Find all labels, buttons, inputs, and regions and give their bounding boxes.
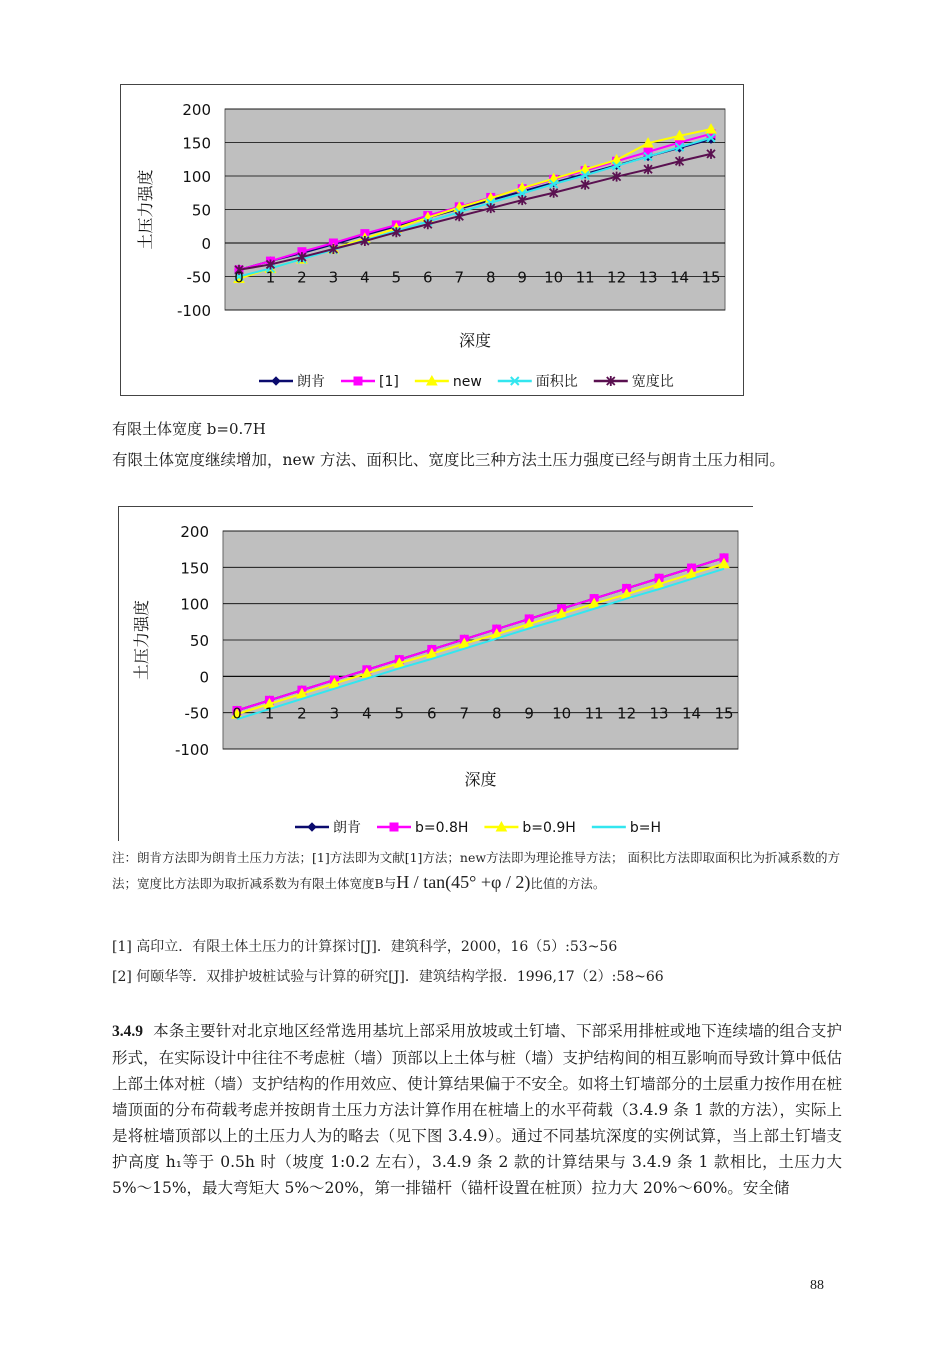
x-tick-label: 2 xyxy=(297,704,307,723)
chart-2 xyxy=(118,506,753,841)
paragraph-result: 有限土体宽度继续增加，new 方法、面积比、宽度比三种方法土压力强度已经与朗肯土压力相同。 xyxy=(112,451,785,469)
x-tick-label: 14 xyxy=(681,704,702,723)
legend-label-1: b=0.8H xyxy=(415,820,469,836)
y-axis-label: 土压力强度 xyxy=(132,599,151,681)
section-body xyxy=(112,1018,842,1201)
x-tick-label: 15 xyxy=(714,704,734,723)
y-tick-label: 150 xyxy=(180,559,209,578)
legend-label-2: new xyxy=(452,374,482,390)
x-tick-label: 11 xyxy=(584,704,604,723)
y-tick-label: -50 xyxy=(184,704,209,723)
note-text-2: 比值的方法。 xyxy=(530,876,606,891)
x-tick-label: 3 xyxy=(328,268,339,287)
legend-label-1: [1] xyxy=(379,374,399,390)
legend-label-0: 朗肯 xyxy=(333,820,361,836)
y-tick-label: 200 xyxy=(180,523,209,541)
legend-marker xyxy=(308,823,316,831)
legend-label-2: b=0.9H xyxy=(522,820,576,836)
x-tick-label: 12 xyxy=(617,704,637,723)
x-tick-label: 1 xyxy=(264,704,275,723)
y-tick-label: 50 xyxy=(189,632,209,650)
method-note xyxy=(112,846,842,896)
x-tick-label: 4 xyxy=(362,704,372,723)
y-tick-label: 200 xyxy=(182,101,211,119)
reference-2: [2] 何颐华等．双排护坡桩试验与计算的研究[J]．建筑结构学报．1996,17（2）:58~66 xyxy=(112,969,664,985)
chart-1-svg xyxy=(121,85,743,395)
x-tick-label: 10 xyxy=(552,704,572,723)
x-tick-label: 6 xyxy=(423,268,433,287)
x-tick-label: 15 xyxy=(701,268,721,287)
x-tick-label: 4 xyxy=(360,268,370,287)
y-tick-label: -50 xyxy=(186,268,211,287)
reference-1: [1] 高印立．有限土体土压力的计算探讨[J]．建筑科学，2000，16（5）:53~56 xyxy=(112,939,618,955)
y-tick-label: 100 xyxy=(180,595,209,614)
legend-marker xyxy=(272,377,280,385)
section-text: 本条主要针对北京地区经常选用基坑上部采用放坡或土钉墙、下部采用排桩或地下连续墙的组合支护形式，在实际设计中往往不考虑桩（墙）顶部以上土体与桩（墙）支护结构间的相互影响而导致计算中低估上部土体对桩（墙）支护结构的作用效应、使计算结果偏于不安全。如将土钉墙部分的土层重力按作用在桩墙顶面的分布荷载考虑并按朗肯土压力方法计算作用在桩墙上的水平荷载（3.4.9 条 1 款的方法），实际上是将桩墙顶部以上的土压力人为的略去（见下图 3.4.9）。通过不同基坑深度的实例试算，当上部土钉墙支护高度 h₁等于 0.5h 时（坡度 1:0.2 左右），3.4.9 条 2 款的计算结果与 3.4.9 条 1 款相比，土压力大 5%～15%，最大弯矩大 5%～20%，第一排锚杆（锚杆设置在桩顶）拉力大 20%～60%。安全储 xyxy=(112,1022,842,1197)
page-number: 88 xyxy=(810,1278,824,1293)
x-axis-label: 深度 xyxy=(458,331,492,350)
legend-label-3: 面积比 xyxy=(535,374,578,390)
x-tick-label: 2 xyxy=(297,268,307,287)
y-tick-label: 0 xyxy=(201,235,211,253)
legend-label-0: 朗肯 xyxy=(297,374,325,390)
x-tick-label: 13 xyxy=(649,704,669,723)
x-tick-label: 3 xyxy=(329,704,340,723)
y-tick-label: 50 xyxy=(191,201,211,220)
y-tick-label: -100 xyxy=(176,302,211,320)
x-tick-label: 5 xyxy=(394,704,405,723)
x-tick-label: 5 xyxy=(391,268,402,287)
x-tick-label: 0 xyxy=(234,268,244,287)
x-tick-label: 1 xyxy=(265,268,276,287)
y-tick-label: 150 xyxy=(182,134,211,153)
x-tick-label: 6 xyxy=(427,704,437,723)
x-tick-label: 8 xyxy=(491,704,502,723)
x-tick-label: 7 xyxy=(459,704,470,723)
y-tick-label: 100 xyxy=(182,168,211,186)
x-tick-label: 12 xyxy=(607,268,627,287)
y-axis-label: 土压力强度 xyxy=(136,169,155,250)
chart-2-svg xyxy=(119,507,753,841)
x-tick-label: 8 xyxy=(485,268,496,287)
legend-label-4: 宽度比 xyxy=(631,374,674,390)
x-tick-label: 14 xyxy=(669,268,690,287)
x-axis-label: 深度 xyxy=(464,770,497,789)
legend-marker xyxy=(390,823,398,831)
x-tick-label: 9 xyxy=(524,704,534,723)
section-number: 3.4.9 xyxy=(112,1023,143,1040)
x-tick-label: 7 xyxy=(454,268,465,287)
figure-caption: 有限土体宽度 b=0.7H xyxy=(112,420,266,438)
note-formula: H / tan(45° +φ / 2) xyxy=(396,872,531,892)
x-tick-label: 11 xyxy=(575,268,595,287)
x-tick-label: 10 xyxy=(544,268,564,287)
x-tick-label: 9 xyxy=(517,268,527,287)
legend-marker xyxy=(354,377,362,385)
chart-1 xyxy=(120,84,744,396)
y-tick-label: -100 xyxy=(174,741,209,759)
x-tick-label: 0 xyxy=(232,704,242,723)
legend-label-3: b=H xyxy=(629,820,661,836)
y-tick-label: 0 xyxy=(199,668,209,687)
x-tick-label: 13 xyxy=(638,268,658,287)
note-text-1: 注：朗肯方法即为朗肯土压力方法；[1]方法即为文献[1]方法；new方法即为理论推导方法； 面积比方法即取面积比为折减系数的方法；宽度比方法即为取折减系数为有限土体宽度B与 xyxy=(112,850,841,891)
